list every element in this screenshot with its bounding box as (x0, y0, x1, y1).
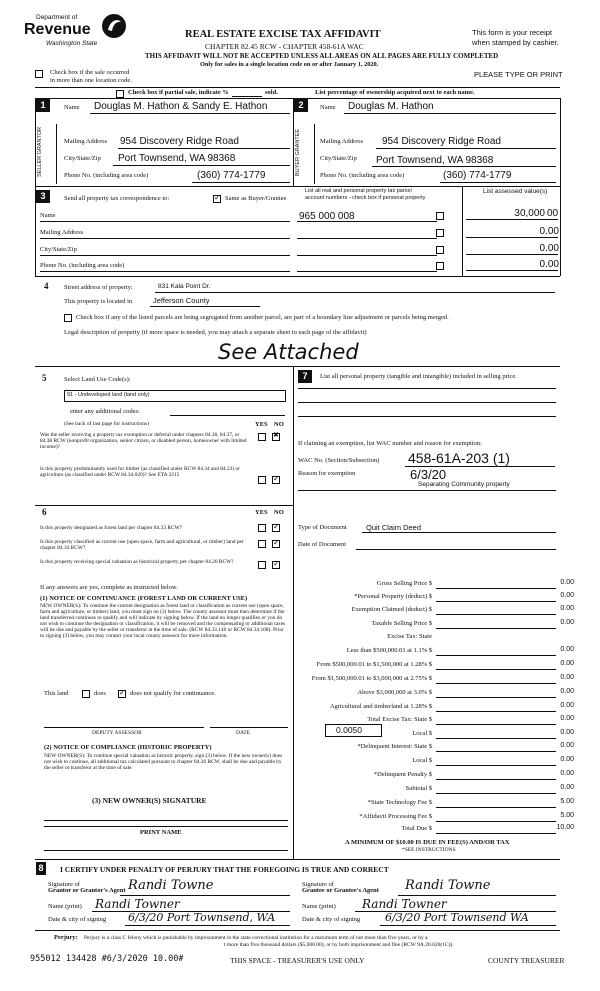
calc-value-14[interactable]: 0.00 (560, 770, 574, 777)
calc-label-14: *Delinquent Penalty $ (373, 771, 432, 778)
print-name-label: PRINT NAME (140, 829, 182, 836)
s6-yes-header: YES (255, 509, 268, 516)
local-rate-value: 0.0050 (336, 725, 362, 735)
calc-label-18: Total Due $ (401, 825, 432, 832)
seller-vertical-label: SELLER GRANTOR (37, 126, 43, 178)
section-7-number: 7 (298, 370, 312, 383)
calc-label-12: *Delinquent Interest: State $ (357, 743, 432, 750)
section-6-number: 6 (42, 507, 47, 517)
dept-line-1: Department of (36, 14, 78, 21)
grantee-date-city-label: Date & city of signing (302, 916, 361, 923)
grantor-name-print-value[interactable]: Randi Towner (95, 897, 180, 911)
wac-label: WAC No. (Section/Subsection) (298, 457, 380, 464)
calc-label-17: *Affidavit Processing Fee $ (359, 813, 432, 820)
buyer-name-label: Name (320, 104, 336, 111)
calc-label-6: From $500,000.01 to $1,500,000 at 1.28% $ (316, 661, 432, 668)
land-use-value: 91 - Undeveloped land (land only) (67, 392, 150, 398)
perjury-text-1: Perjury is a class C felony which is punishable by imprisonment in the state correctional institution for a maximum term of not more than five years, or by a (84, 935, 428, 941)
does-label: does (94, 690, 106, 697)
grantor-sig-label-2: Grantor or Grantor's Agent (48, 887, 126, 894)
parcel-personal-checkbox-1[interactable] (436, 212, 444, 220)
date-label: DATE (236, 730, 251, 736)
s5-q1-yes-checkbox[interactable] (258, 433, 266, 441)
partial-sale-label: Check box if partial sale, indicate % (128, 89, 229, 96)
land-use-label: Select Land Use Code(s): (64, 376, 131, 383)
section-5-number: 5 (42, 373, 47, 383)
receipt-note-1: This form is your receipt (472, 28, 553, 37)
grantee-name-print-label: Name (print) (302, 903, 336, 910)
doc-date-label: Date of Document (298, 541, 347, 548)
located-label: This property is located in (64, 298, 133, 305)
calc-value-12[interactable]: 0.00 (560, 742, 574, 749)
grantee-sig-label-2: Grantee or Grantee's Agent (302, 887, 379, 894)
parcel-value-3[interactable]: 0.00 (539, 243, 559, 254)
parcel-personal-checkbox-4[interactable] (436, 262, 444, 270)
dept-line-3: Washington State (46, 40, 98, 47)
seller-phone-value[interactable]: (360) 774-1779 (197, 170, 266, 181)
seller-phone-label: Phone No. (including area code) (64, 172, 149, 179)
more-locations-checkbox[interactable] (35, 70, 43, 78)
s6-q3-yes-checkbox[interactable] (258, 561, 266, 569)
seller-name-label: Name (64, 104, 80, 111)
notice-2-body: NEW OWNER(S): To continue special valuation as historic property, sign (3) below. If the new owner(s) does not wish to continue, all additional tax calculated pursuant to chapter 84.26 RCW, shall be due and payable by the seller or transferor at the time of sale. (44, 753, 283, 772)
parcel-number-1[interactable]: 965 000 008 (299, 211, 355, 222)
form-chapter: CHAPTER 82.45 RCW - CHAPTER 458-61A WAC (205, 42, 364, 51)
calc-label-7: From $1,500,000.01 to $3,000,000 at 2.75% $ (311, 675, 432, 682)
segregated-label: Check box if any of the listed parcels are being segregated from another parcel, are part of a boundary line adjustment or parcels being merged. (76, 314, 449, 321)
see-back-label: (See back of last page for instructions) (64, 421, 149, 427)
s6-q3-no-checkbox[interactable] (272, 561, 280, 569)
s6-q1-yes-checkbox[interactable] (258, 524, 266, 532)
see-instructions-label: *SEE INSTRUCTIONS (402, 847, 456, 853)
seller-mailing-label: Mailing Address (64, 138, 108, 145)
calc-label-0: Gross Selling Price $ (376, 580, 432, 587)
calc-value-3[interactable]: 0.00 (560, 619, 574, 626)
receipt-note-2: when stamped by cashier. (472, 38, 559, 47)
buyer-phone-value[interactable]: (360) 774-1779 (443, 170, 512, 181)
calc-label-9: Agricultural and timberland at 1.28% $ (329, 703, 432, 710)
s3-city-label: City/State/Zip (40, 246, 77, 253)
calc-value-8[interactable]: 0.00 (560, 688, 574, 695)
grantee-date-city-value[interactable]: 6/3/20 Port Townsend WA (385, 911, 529, 924)
form-title: REAL ESTATE EXCISE TAX AFFIDAVIT (185, 29, 381, 40)
if-yes-label: If any answers are yes, complete as instructed below. (40, 584, 178, 591)
calc-label-3: Taxable Selling Price $ (371, 620, 432, 627)
section-2-number: 2 (294, 99, 308, 112)
calc-value-13[interactable]: 0.00 (560, 756, 574, 763)
calc-label-13: Local $ (412, 757, 432, 764)
parcel-value-4[interactable]: 0.00 (539, 259, 559, 270)
notice-3-title: (3) NEW OWNER(S) SIGNATURE (92, 796, 207, 805)
more-locations-label-1: Check box if the sale occurred (50, 69, 130, 76)
calc-label-5: Less than $500,000.01 at 1.1% $ (346, 647, 432, 654)
land-does-not-checkbox[interactable] (118, 690, 126, 698)
minimum-due-label: A MINIMUM OF $10.00 IS DUE IN FEE(S) AND/OR TAX (345, 839, 510, 846)
notice-1-title: (1) NOTICE OF CONTINUANCE (FOREST LAND OR CURRENT USE) (40, 595, 248, 602)
s6-q1-no-checkbox[interactable] (272, 524, 280, 532)
more-locations-label-2: in more than one location code. (50, 77, 132, 84)
street-value[interactable]: 831 Kala Point Dr. (158, 283, 211, 290)
revenue-logo-icon (100, 12, 128, 40)
s3-mailing-label: Mailing Address (40, 229, 84, 236)
calc-value-9[interactable]: 0.00 (560, 702, 574, 709)
personal-property-label: List all personal property (tangible and intangible) included in selling price. (320, 373, 517, 380)
buyer-vertical-label: BUYER GRANTEE (295, 128, 301, 176)
grantor-name-print-label: Name (print) (48, 903, 82, 910)
calc-value-11[interactable]: 0.00 (560, 729, 574, 736)
reason-handwritten[interactable]: 6/3/20 (410, 467, 447, 482)
form-warning: THIS AFFIDAVIT WILL NOT BE ACCEPTED UNLESS ALL AREAS ON ALL PAGES ARE FULLY COMPLETED (145, 52, 499, 60)
notice-2-title: (2) NOTICE OF COMPLIANCE (HISTORIC PROPERTY) (44, 744, 212, 751)
partial-sale-checkbox[interactable] (116, 90, 124, 98)
s6-no-header: NO (274, 509, 284, 516)
county-value[interactable]: Jefferson County (153, 296, 210, 305)
s6-q2-yes-checkbox[interactable] (258, 540, 266, 548)
exemption-label: If claiming an exemption, list WAC number and reason for exemption: (298, 440, 482, 447)
grantee-signature[interactable]: Randi Towne (405, 878, 491, 893)
parcel-cents-1[interactable]: 00 (547, 208, 559, 219)
reason-value[interactable]: Separating Community property (418, 481, 510, 488)
calc-value-16[interactable]: 5.00 (560, 798, 574, 805)
grantee-name-print-value[interactable]: Randi Towner (362, 897, 447, 911)
seller-city-label: City/State/Zip (64, 155, 101, 162)
buyer-city-value[interactable]: Port Townsend, WA 98368 (376, 155, 494, 166)
street-label: Street address of property: (64, 284, 133, 291)
legal-description-label: Legal description of property (if more space is needed, you may attach a separate sheet to each page of the affidavit) (64, 329, 367, 336)
grantor-sig-label-1: Signature of (48, 881, 80, 888)
type-or-print: PLEASE TYPE OR PRINT (474, 70, 563, 79)
parcel-header-2: account numbers - check box if personal property (305, 195, 426, 201)
land-does-checkbox[interactable] (82, 690, 90, 698)
grantor-date-city-value[interactable]: 6/3/20 Port Townsend, WA (128, 911, 276, 924)
s5-q2-no-checkbox[interactable] (272, 476, 280, 484)
perjury-text-2: t more than five thousand dollars ($5,000.00), or by both imprisonment and fine (RCW 9A.20.020(1C)). (224, 942, 454, 948)
county-treasurer-label: COUNTY TREASURER (488, 956, 565, 965)
calc-value-5[interactable]: 0.00 (560, 646, 574, 653)
calc-value-18[interactable]: 10.00 (556, 824, 574, 831)
dept-line-2: Revenue (24, 21, 91, 38)
seller-name-value[interactable]: Douglas M. Hathon & Sandy E. Hathon (94, 101, 268, 112)
assessed-header: List assessed value(s) (483, 188, 548, 195)
s6-question-1: Is this property designated as forest land per chapter 84.33 RCW? (40, 525, 183, 531)
calc-value-6[interactable]: 0.00 (560, 660, 574, 667)
calc-value-0[interactable]: 0.00 (560, 579, 574, 586)
reason-label: Reason for exemption (298, 470, 356, 477)
ownership-pct-label: List percentage of ownership acquired next to each name. (315, 89, 475, 96)
section-3-number: 3 (36, 190, 50, 203)
parcel-personal-checkbox-2[interactable] (436, 229, 444, 237)
segregated-checkbox[interactable] (64, 314, 72, 322)
calc-value-10[interactable]: 0.00 (560, 715, 574, 722)
calc-label-8: Above $3,000,000 at 3.0% $ (357, 689, 432, 696)
calc-label-10: Total Excise Tax: State $ (367, 716, 432, 723)
same-as-buyer-label: Same as Buyer/Grantee (225, 195, 287, 202)
same-as-buyer-checkbox[interactable] (213, 195, 221, 203)
section-8-number: 8 (36, 862, 46, 875)
deputy-assessor-label: DEPUTY ASSESSOR (92, 730, 142, 736)
s5-question-2: Is this property predominantly used for timber (as classified under RCW 84.34 and 84.33) or agriculture (as classified under RCW 84.34.020)? See ETA 3215 (40, 466, 240, 479)
calc-value-2[interactable]: 0.00 (560, 605, 574, 612)
does-not-label: does not qualify for continuance. (130, 690, 216, 697)
calc-value-15[interactable]: 0.00 (560, 784, 574, 791)
this-land-label: This land (44, 690, 69, 697)
s6-question-3: Is this property receiving special valuation as historical property per chapter 84.26 RCW? (40, 559, 234, 565)
doc-type-label: Type of Document (298, 524, 347, 531)
land-use-select[interactable] (64, 390, 286, 402)
s5-question-1: Was the seller receiving a property tax exemption or deferral under chapters 84.36, 84.37, or 84.38 RCW (nonprofit organization, senior citizen, or disabled person, homeowner with limited income)? (40, 432, 247, 451)
calc-value-7[interactable]: 0.00 (560, 674, 574, 681)
cashier-stamp: 955012 134428 #6/3/2020 10.00# (30, 954, 184, 964)
s6-question-2: Is this property classified as current use (open space, farm and agricultural, or timber) land per chapter 84.34 RCW? (40, 539, 244, 552)
buyer-name-value[interactable]: Douglas M. Hathon (348, 101, 434, 112)
s5-q2-yes-checkbox[interactable] (258, 476, 266, 484)
certify-statement: I CERTIFY UNDER PENALTY OF PERJURY THAT THE FOREGOING IS TRUE AND CORRECT (60, 865, 389, 874)
legal-description-value[interactable]: See Attached (218, 340, 359, 364)
buyer-mailing-value[interactable]: 954 Discovery Ridge Road (382, 136, 501, 147)
doc-type-value[interactable]: Quit Claim Deed (366, 523, 422, 532)
s5-q1-no-checkbox[interactable] (272, 433, 280, 441)
sold-label: sold. (265, 89, 278, 96)
parcel-header-1: List all real and personal property tax parcel (305, 188, 412, 194)
treasurer-use-label: THIS SPACE - TREASURER'S USE ONLY (230, 956, 365, 965)
notice-1-body: NEW OWNER(S): To continue the current designation as forest land or classification as current use (open space, farm and agriculture, or timber) land, you must sign on (3) below. The county assessor must then determine if the land transferred continues to qualify and will indicate by signing below. If the land no longer qualifies or you do not wish to continue the designation or classification, it will be removed and the compensating or additional taxes will be due and payable by the seller or transferor at the time of sale. (RCW 84.33.140 or RCW 84.34.108). Prior to signing (3) below, you may contact your local county assessor for more information. (40, 603, 286, 640)
calc-label-1: *Personal Property (deduct) $ (354, 593, 432, 600)
additional-codes-label: enter any additional codes: (70, 408, 140, 415)
section-1-number: 1 (36, 99, 50, 112)
grantee-sig-label-1: Signature of (302, 881, 334, 888)
calc-label-16: *State Technology Fee $ (367, 799, 432, 806)
s3-name-label: Name (40, 212, 56, 219)
calc-value-17[interactable]: 5.00 (560, 812, 574, 819)
calc-label-2: Exemption Claimed (deduct) $ (351, 606, 432, 613)
parcel-personal-checkbox-3[interactable] (436, 246, 444, 254)
s3-phone-label: Phone No. (including area code) (40, 262, 125, 269)
seller-mailing-value[interactable]: 954 Discovery Ridge Road (120, 136, 239, 147)
seller-city-value[interactable]: Port Townsend, WA 98368 (118, 153, 236, 164)
parcel-value-1[interactable]: 30,000 (514, 208, 545, 219)
section-4-number: 4 (44, 281, 49, 291)
s6-q2-no-checkbox[interactable] (272, 540, 280, 548)
send-correspondence-label: Send all property tax correspondence to: (64, 195, 170, 202)
calc-label-4: Excise Tax: State (387, 633, 432, 640)
wac-value[interactable]: 458-61A-203 (1) (408, 450, 510, 466)
form-only-for: Only for sales in a single location code on or after January 1, 2020. (200, 61, 379, 68)
buyer-mailing-label: Mailing Address (320, 138, 364, 145)
calc-value-1[interactable]: 0.00 (560, 592, 574, 599)
grantor-signature[interactable]: Randi Towne (128, 878, 214, 893)
buyer-phone-label: Phone No. (including area code) (320, 172, 405, 179)
buyer-city-label: City/State/Zip (320, 155, 357, 162)
calc-label-15: Subtotal $ (405, 785, 432, 792)
local-rate-box[interactable] (325, 724, 382, 737)
grantor-date-city-label: Date & city of signing (48, 916, 107, 923)
s5-yes-header: YES (255, 421, 268, 428)
parcel-value-2[interactable]: 0.00 (539, 226, 559, 237)
s5-no-header: NO (274, 421, 284, 428)
calc-label-11: Local $ (412, 730, 432, 737)
perjury-label: Perjury: (54, 934, 78, 941)
